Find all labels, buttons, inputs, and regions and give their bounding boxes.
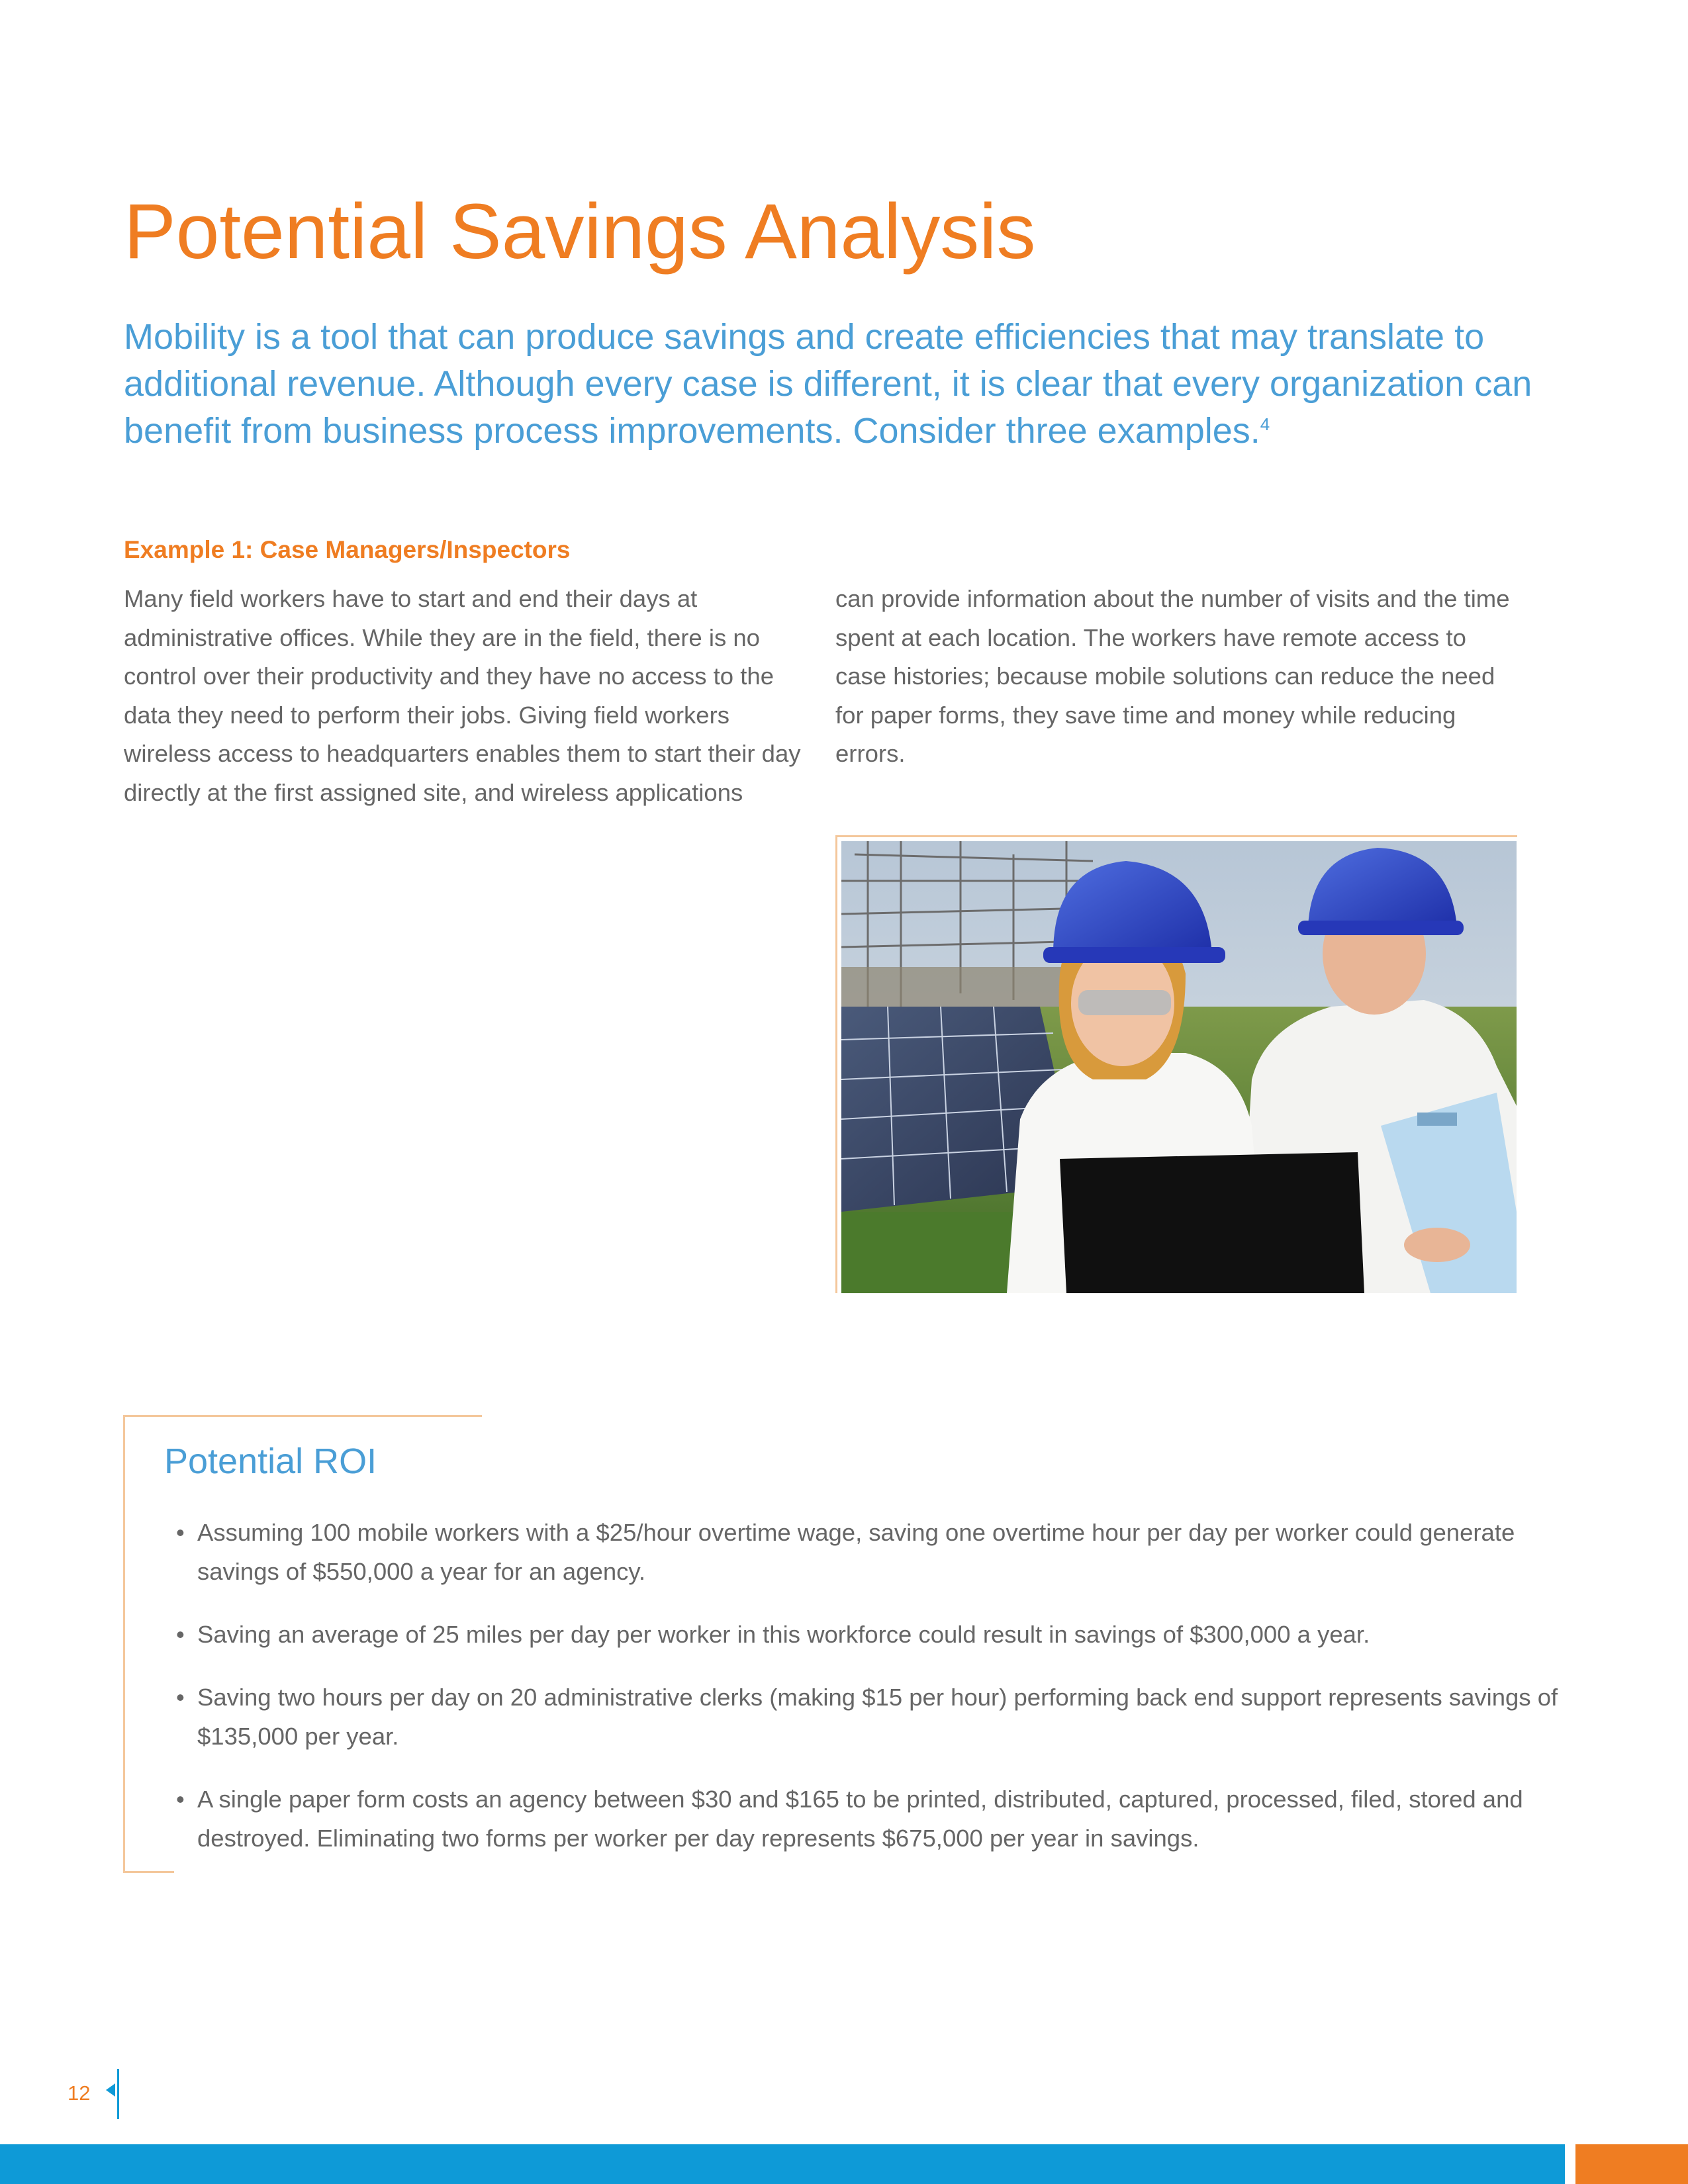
- bullet-icon: •: [176, 1786, 185, 1813]
- intro-paragraph: [124, 314, 1540, 455]
- roi-title: Potential ROI: [164, 1441, 377, 1481]
- potential-roi-box: [123, 1415, 1586, 1873]
- page-number: 12: [68, 2081, 91, 2105]
- list-item: [176, 1615, 1579, 1654]
- example-1-heading: Example 1: Case Managers/Inspectors: [124, 536, 571, 563]
- list-item: [176, 1678, 1579, 1756]
- roi-item-text: Assuming 100 mobile workers with a $25/hour overtime wage, saving one overtime hour per day per worker could generate savings of $550,000 a year for an agency.: [197, 1519, 1515, 1585]
- list-item: [176, 1780, 1579, 1858]
- page-marker-line: [117, 2069, 119, 2119]
- roi-list: [176, 1513, 1579, 1882]
- photo-illustration: [841, 841, 1517, 1293]
- page-title: Potential Savings Analysis: [124, 188, 1036, 275]
- roi-box-top-border: [123, 1415, 482, 1417]
- page-marker-arrow-icon: [106, 2083, 115, 2097]
- roi-item-text: A single paper form costs an agency between $30 and $165 to be printed, distributed, captured, processed, filed, stored and destroyed. Eliminating two forms per worker per day represents $675,000 per year in savings.: [197, 1786, 1523, 1852]
- footer-bar-orange: [1575, 2144, 1688, 2184]
- intro-footnote-marker: 4: [1260, 414, 1270, 434]
- footer-bar-blue: [0, 2144, 1565, 2184]
- bullet-icon: •: [176, 1519, 185, 1546]
- example-1-column-left: Many field workers have to start and end their days at administrative offices. While they are in the field, there is no control over their productivity and they have no access to the data they need to perform their jobs. Giving field workers wireless access to headquarters enables them to start their day directly at the first assigned site, and wireless applications: [124, 585, 801, 806]
- roi-item-text: Saving an average of 25 miles per day per worker in this workforce could result in savings of $300,000 a year.: [197, 1621, 1370, 1648]
- list-item: [176, 1513, 1579, 1591]
- roi-box-bottom-border: [123, 1871, 174, 1873]
- example-1-column-right: can provide information about the number of visits and the time spent at each location. The workers have remote access to case histories; because mobile solutions can reduce the need for paper forms, they save time and money while reducing errors.: [835, 585, 1510, 767]
- roi-item-text: Saving two hours per day on 20 administrative clerks (making $15 per hour) performing back end support represents savings of $135,000 per year.: [197, 1684, 1558, 1750]
- intro-text: Mobility is a tool that can produce savings and create efficiencies that may translate to additional revenue. Although every case is different, it is clear that every organization can benefit from business process improvements. Consider three examples.: [124, 317, 1532, 451]
- bullet-icon: •: [176, 1684, 185, 1711]
- field-workers-photo: [841, 841, 1517, 1293]
- roi-box-left-border: [123, 1415, 125, 1873]
- bullet-icon: •: [176, 1621, 185, 1648]
